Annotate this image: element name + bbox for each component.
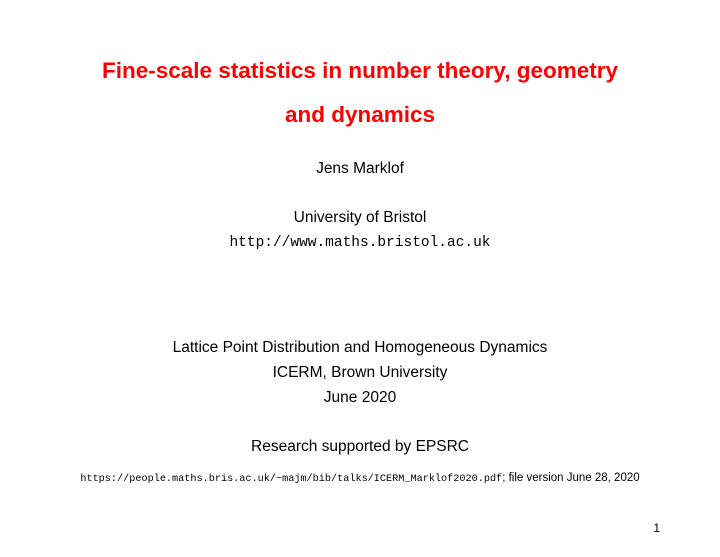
author-name: Jens Marklof bbox=[316, 160, 404, 177]
event-date: June 2020 bbox=[323, 389, 397, 406]
event-name: Lattice Point Distribution and Homogeneous Dynamics bbox=[172, 339, 548, 356]
slide-title-line-2: and dynamics bbox=[284, 102, 436, 127]
affiliation: University of Bristol bbox=[293, 209, 427, 226]
funding-note: Research supported by EPSRC bbox=[251, 438, 469, 455]
slide-title-line-1: Fine-scale statistics in number theory, geometry bbox=[102, 58, 618, 83]
footer-url: https://people.maths.bris.ac.uk/~majm/bib/talks/ICERM_Marklof2020.pdf bbox=[80, 474, 503, 485]
event-venue: ICERM, Brown University bbox=[272, 364, 448, 381]
footer-file-version: ; file version June 28, 2020 bbox=[502, 472, 640, 484]
footer bbox=[0, 470, 720, 488]
page-number: 1 bbox=[653, 521, 660, 535]
website-url: http://www.maths.bristol.ac.uk bbox=[229, 235, 491, 251]
